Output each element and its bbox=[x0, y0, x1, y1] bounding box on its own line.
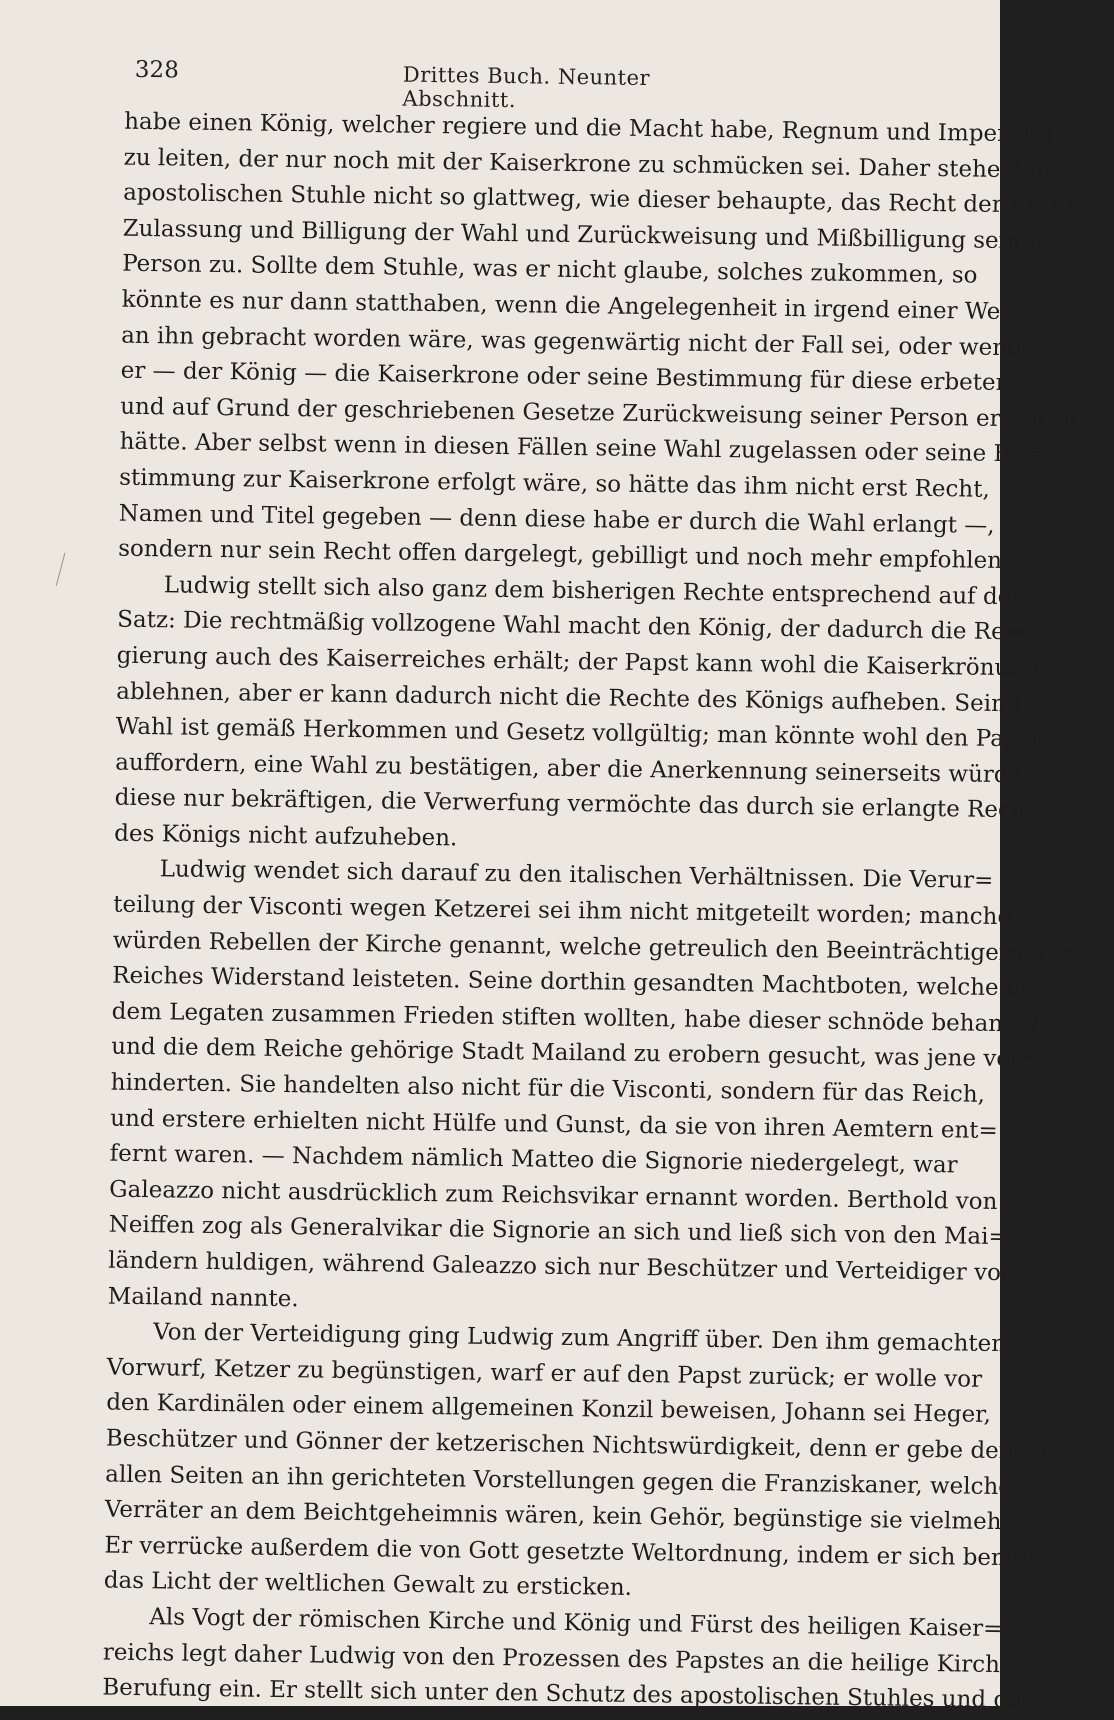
text-line: Ludwig wendet sich darauf zu den italischen Verhältnissen. Die Verur= bbox=[159, 856, 994, 895]
text-line: er — der König — die Kaiserkrone oder seine Bestimmung für diese erbeten bbox=[120, 357, 1011, 397]
text-line: ländern huldigen, während Galeazzo sich nur Beschützer und Verteidiger von bbox=[108, 1247, 1016, 1287]
paragraph bbox=[103, 1315, 1064, 1611]
text-line: Von der Verteidigung ging Ludwig zum Angriff über. Den ihm gemachten bbox=[153, 1319, 1007, 1358]
text-line: den Kardinälen oder einem allgemeinen Konzil beweisen, Johann sei Heger, bbox=[106, 1389, 992, 1429]
text-line: Vorwurf, Ketzer zu begünstigen, warf er auf den Papst zurück; er wolle vor bbox=[106, 1354, 983, 1393]
text-line: Er verrücke außerdem die von Gott gesetzte Weltordnung, indem er sich bemühe, bbox=[104, 1532, 1064, 1572]
text-line: Zulassung und Billigung der Wahl und Zurückweisung und Mißbilligung seiner bbox=[122, 215, 1046, 255]
text-line: Wahl ist gemäß Herkommen und Gesetz vollgültig; man könnte wohl den Papst bbox=[115, 713, 1040, 753]
text-line: apostolischen Stuhle nicht so glattweg, wie dieser behaupte, das Recht der Prüfung, bbox=[122, 179, 1112, 220]
text-line: hätte. Aber selbst wenn in diesen Fällen seine Wahl zugelassen oder seine Be= bbox=[119, 428, 1044, 468]
text-line: Reiches Widerstand leisteten. Seine dorthin gesandten Machtboten, welche mit bbox=[112, 962, 1045, 1002]
margin-pencil-mark bbox=[56, 553, 79, 590]
text-line: Satz: Die rechtmäßig vollzogene Wahl macht den König, der dadurch die Re= bbox=[117, 606, 1025, 646]
paragraph bbox=[114, 567, 1040, 863]
text-line: ablehnen, aber er kann dadurch nicht die Rechte des Königs aufheben. Seine bbox=[116, 678, 1020, 717]
text-line: des Königs nicht aufzuheben. bbox=[114, 820, 458, 852]
text-line: hinderten. Sie handelten also nicht für die Visconti, sondern für das Reich, bbox=[110, 1069, 986, 1108]
text-line: Ludwig stellt sich also ganz dem bisherigen Rechte entsprechend auf den bbox=[163, 571, 1027, 611]
text-line: habe einen König, welcher regiere und die Macht habe, Regnum und Imperium bbox=[123, 108, 1053, 148]
text-line: sondern nur sein Recht offen dargelegt, gebilligt und noch mehr empfohlen. bbox=[118, 535, 1010, 575]
page-number: 328 bbox=[134, 56, 179, 84]
running-head: Drittes Buch. Neunter Abschnitt. bbox=[402, 62, 651, 113]
text-line: gierung auch des Kaiserreiches erhält; der Papst kann wohl die Kaiserkrönung bbox=[116, 642, 1040, 682]
text-line: könnte es nur dann statthaben, wenn die Angelegenheit in irgend einer Weise bbox=[121, 286, 1034, 326]
text-line: Neiffen zog als Generalvikar die Signorie an sich und ließ sich von den Mai= bbox=[108, 1211, 1008, 1251]
text-line: dem Legaten zusammen Frieden stiften wollten, habe dieser schnöde behandelt bbox=[111, 998, 1049, 1038]
text-line: Person zu. Sollte dem Stuhle, was er nicht glaube, solches zukommen, so bbox=[122, 251, 978, 289]
text-line: Namen und Titel gegeben — denn diese habe er durch die Wahl erlangt —, bbox=[118, 500, 995, 539]
text-line: Berufung ein. Er stellt sich unter den Schutz des apostolischen Stuhles und da bbox=[102, 1674, 1023, 1714]
text-line: Verräter an dem Beichtgeheimnis wären, kein Gehör, begünstige sie vielmehr. bbox=[104, 1496, 1018, 1536]
paragraph bbox=[118, 105, 1112, 579]
text-line: diese nur bekräftigen, die Verwerfung vermöchte das durch sie erlangte Recht bbox=[114, 784, 1036, 824]
text-line: an ihn gebracht worden wäre, was gegenwärtig nicht der Fall sei, oder wenn bbox=[121, 322, 1023, 361]
text-line: Als Vogt der römischen Kirche und König und Fürst des heiligen Kaiser= bbox=[149, 1604, 1003, 1643]
text-line: fernt waren. — Nachdem nämlich Matteo die Signorie niedergelegt, war bbox=[109, 1140, 958, 1179]
page-header bbox=[134, 56, 705, 113]
text-line: allen Seiten an ihn gerichteten Vorstellungen gegen die Franziskaner, welche bbox=[105, 1461, 1013, 1500]
text-line: Beschützer und Gönner der ketzerischen Nichtswürdigkeit, denn er gebe den von bbox=[105, 1425, 1063, 1465]
text-line: würden Rebellen der Kirche genannt, welche getreulich den Beeinträchtigern des bbox=[112, 927, 1073, 967]
text-line: und auf Grund der geschriebenen Gesetze Zurückweisung seiner Person erfahren bbox=[120, 393, 1078, 433]
text-line: zu leiten, der nur noch mit der Kaiserkrone zu schmücken sei. Daher stehe dem bbox=[123, 144, 1059, 184]
text-line: auffordern, eine Wahl zu bestätigen, aber die Anerkennung seinerseits würde bbox=[115, 749, 1023, 788]
paragraph bbox=[107, 852, 1073, 1326]
text-line: teilung der Visconti wegen Ketzerei sei ihm nicht mitgeteilt worden; manche bbox=[113, 891, 1012, 931]
text-line: das Licht der weltlichen Gewalt zu ersticken. bbox=[103, 1567, 633, 1602]
text-line: Mailand nannte. bbox=[107, 1283, 299, 1312]
text-line: Galeazzo nicht ausdrücklich zum Reichsvikar ernannt worden. Berthold von bbox=[109, 1176, 998, 1215]
text-line: und erstere erhielten nicht Hülfe und Gunst, da sie von ihren Aemtern ent= bbox=[110, 1105, 998, 1144]
paragraph bbox=[102, 1599, 1023, 1718]
text-line: reichs legt daher Ludwig von den Prozessen des Papstes an die heilige Kirche bbox=[102, 1639, 1014, 1678]
body-text bbox=[102, 105, 1112, 1718]
text-line: und die dem Reiche gehörige Stadt Mailand zu erobern gesucht, was jene ver= bbox=[111, 1034, 1041, 1073]
text-line: stimmung zur Kaiserkrone erfolgt wäre, so hätte das ihm nicht erst Recht, bbox=[119, 464, 990, 503]
